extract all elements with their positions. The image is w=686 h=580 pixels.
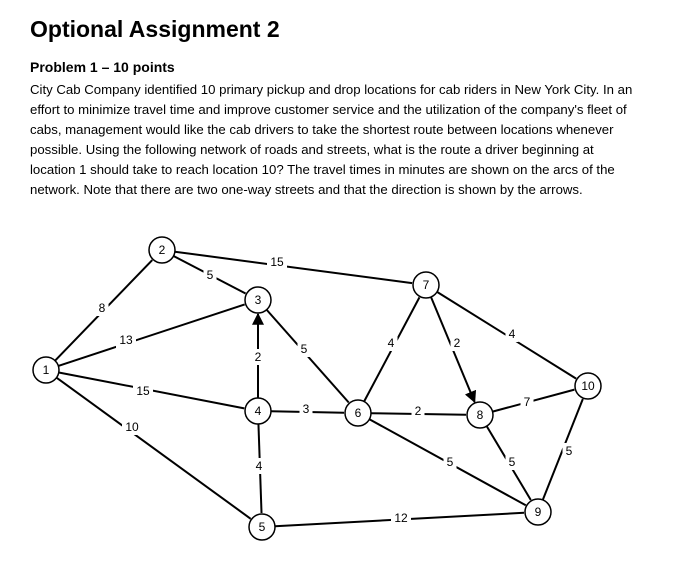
- edge-weight-6-9: [444, 454, 457, 470]
- edge-weight-label: 4: [255, 459, 263, 473]
- node-label: 6: [354, 406, 362, 420]
- edge-weight-label: 4: [508, 327, 516, 341]
- edge-weight-8-10: [521, 394, 534, 410]
- edge-weight-6-8: [412, 403, 425, 419]
- node-2: [149, 237, 175, 263]
- edge-weight-8-9: [506, 454, 519, 470]
- problem-line: cabs, management would like the cab drivers to take the shortest route between locations whenever: [30, 122, 614, 137]
- edge-weight-label: 4: [387, 336, 395, 350]
- edge-weight-label: 10: [125, 420, 139, 434]
- page-title: Optional Assignment 2: [30, 16, 280, 42]
- node-4: [245, 398, 271, 424]
- node-8: [467, 402, 493, 428]
- edge-weight-label: 15: [136, 384, 150, 398]
- edge-weight-label: 5: [565, 444, 573, 458]
- edge-weight-7-8: [451, 335, 464, 351]
- edge-1-5: [57, 378, 251, 519]
- problem-title: Problem 1 – 10 points: [30, 59, 175, 75]
- edge-weight-label: 15: [270, 255, 284, 269]
- node-label: 3: [254, 293, 262, 307]
- edge-weight-2-7: [267, 254, 287, 270]
- edge-weight-5-9: [391, 510, 411, 526]
- edge-weight-label: 5: [206, 268, 214, 282]
- node-label: 9: [534, 505, 542, 519]
- edge-1-3: [58, 304, 244, 366]
- problem-line: possible. Using the following network of roads and streets, what is the route a driver beginning at: [30, 142, 594, 157]
- edge-8-10: [493, 390, 575, 412]
- problem-line: location 1 should take to reach location 10? The travel times in minutes are shown on the arcs of the: [30, 162, 615, 177]
- problem-line: City Cab Company identified 10 primary pickup and drop locations for cab riders in New York City. In an: [30, 82, 633, 97]
- edge-weight-6-7: [385, 335, 398, 351]
- edge-weight-label: 8: [98, 301, 106, 315]
- edge-weight-label: 2: [254, 350, 262, 364]
- edge-weight-label: 2: [453, 336, 461, 350]
- edge-weight-label: 13: [119, 333, 133, 347]
- node-label: 7: [422, 278, 430, 292]
- node-3: [245, 287, 271, 313]
- node-1: [33, 357, 59, 383]
- edge-weight-3-6: [298, 341, 311, 357]
- edge-weight-4-5: [253, 458, 266, 474]
- edge-weight-9-10: [563, 443, 576, 459]
- edge-weight-label: 5: [508, 455, 516, 469]
- node-label: 2: [158, 243, 166, 257]
- problem-line: network. Note that there are two one-way streets and that the direction is shown by the arrows.: [30, 182, 583, 197]
- node-7: [413, 272, 439, 298]
- node-label: 8: [476, 408, 484, 422]
- edge-weight-4-3: [252, 349, 265, 365]
- edge-weight-label: 12: [394, 511, 408, 525]
- edge-weight-label: 5: [446, 455, 454, 469]
- node-label: 10: [581, 379, 595, 393]
- edge-weight-label: 3: [302, 402, 310, 416]
- edge-weight-1-5: [122, 419, 142, 435]
- edge-weight-1-3: [116, 332, 136, 348]
- node-6: [345, 400, 371, 426]
- edge-weight-1-2: [96, 300, 109, 316]
- node-5: [249, 514, 275, 540]
- edge-weight-label: 2: [414, 404, 422, 418]
- node-label: 1: [42, 363, 50, 377]
- edge-weight-2-3: [204, 267, 217, 283]
- edge-weight-label: 5: [300, 342, 308, 356]
- node-10: [575, 373, 601, 399]
- edge-weight-4-6: [300, 401, 313, 417]
- edge-weight-1-4: [133, 383, 153, 399]
- node-label: 5: [258, 520, 266, 534]
- node-label: 4: [254, 404, 262, 418]
- node-9: [525, 499, 551, 525]
- edge-weight-7-10: [506, 326, 519, 342]
- problem-line: effort to minimize travel time and improve customer service and the utilization of the company's fleet of: [30, 102, 627, 117]
- edge-weight-label: 7: [523, 395, 531, 409]
